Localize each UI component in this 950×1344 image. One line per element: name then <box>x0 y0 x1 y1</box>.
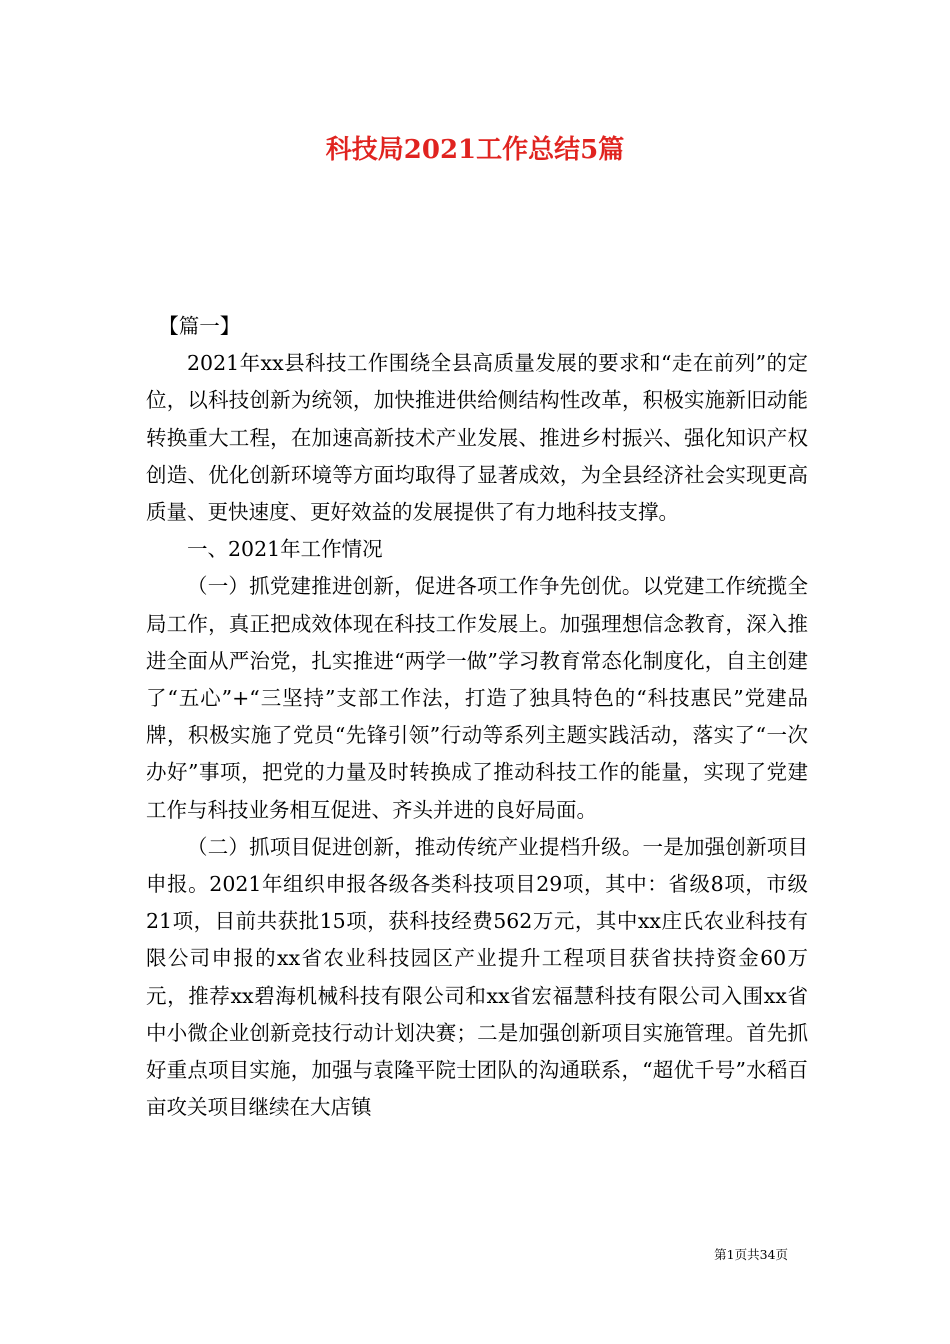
paragraph-projects: （二）抓项目促进创新，推动传统产业提档升级。一是加强创新项目申报。2021年组织申报各级各类科技项目29项，其中：省级8项，市级21项，目前共获批15项，获科技经费562万元，其中xx庄氏农业科技有限公司申报的xx省农业科技园区产业提升工程项目获省扶持资金60万元，推荐xx碧海机械科技有限公司和xx省宏福慧科技有限公司入围xx省中小微企业创新竞技行动计划决赛；二是加强创新项目实施管理。首先抓好重点项目实施，加强与袁隆平院士团队的沟通联系，“超优千号”水稻百亩攻关项目继续在大店镇 <box>146 834 808 1120</box>
document-title: 科技局2021工作总结5篇 <box>325 135 625 165</box>
section-label: 【篇一】 <box>158 314 241 338</box>
paragraph-intro: 2021年xx县科技工作围绕全县高质量发展的要求和“走在前列”的定位，以科技创新为统领，加快推进供给侧结构性改革，积极实施新旧动能转换重大工程，在加速高新技术产业发展、推进乡村振兴、强化知识产权创造、优化创新环境等方面均取得了显著成效，为全县经济社会实现更高质量、更快速度、更好效益的发展提供了有力地科技支撑。 <box>146 351 808 525</box>
document-body <box>146 308 808 1126</box>
heading-work-status: 一、2021年工作情况 <box>187 537 383 562</box>
paragraph-party-building: （一）抓党建推进创新，促进各项工作争先创优。以党建工作统揽全局工作，真正把成效体现在科技工作发展上。加强理想信念教育，深入推进全面从严治党，扎实推进“两学一做”学习教育常态化制度化，自主创建了“五心”+“三坚持”支部工作法，打造了独具特色的“科技惠民”党建品牌，积极实施了党员“先锋引领”行动等系列主题实践活动，落实了“一次办好”事项，把党的力量及时转换成了推动科技工作的能量，实现了党建工作与科技业务相互促进、齐头并进的良好局面。 <box>146 574 808 822</box>
page-number: 第1页共34页 <box>714 1247 788 1262</box>
